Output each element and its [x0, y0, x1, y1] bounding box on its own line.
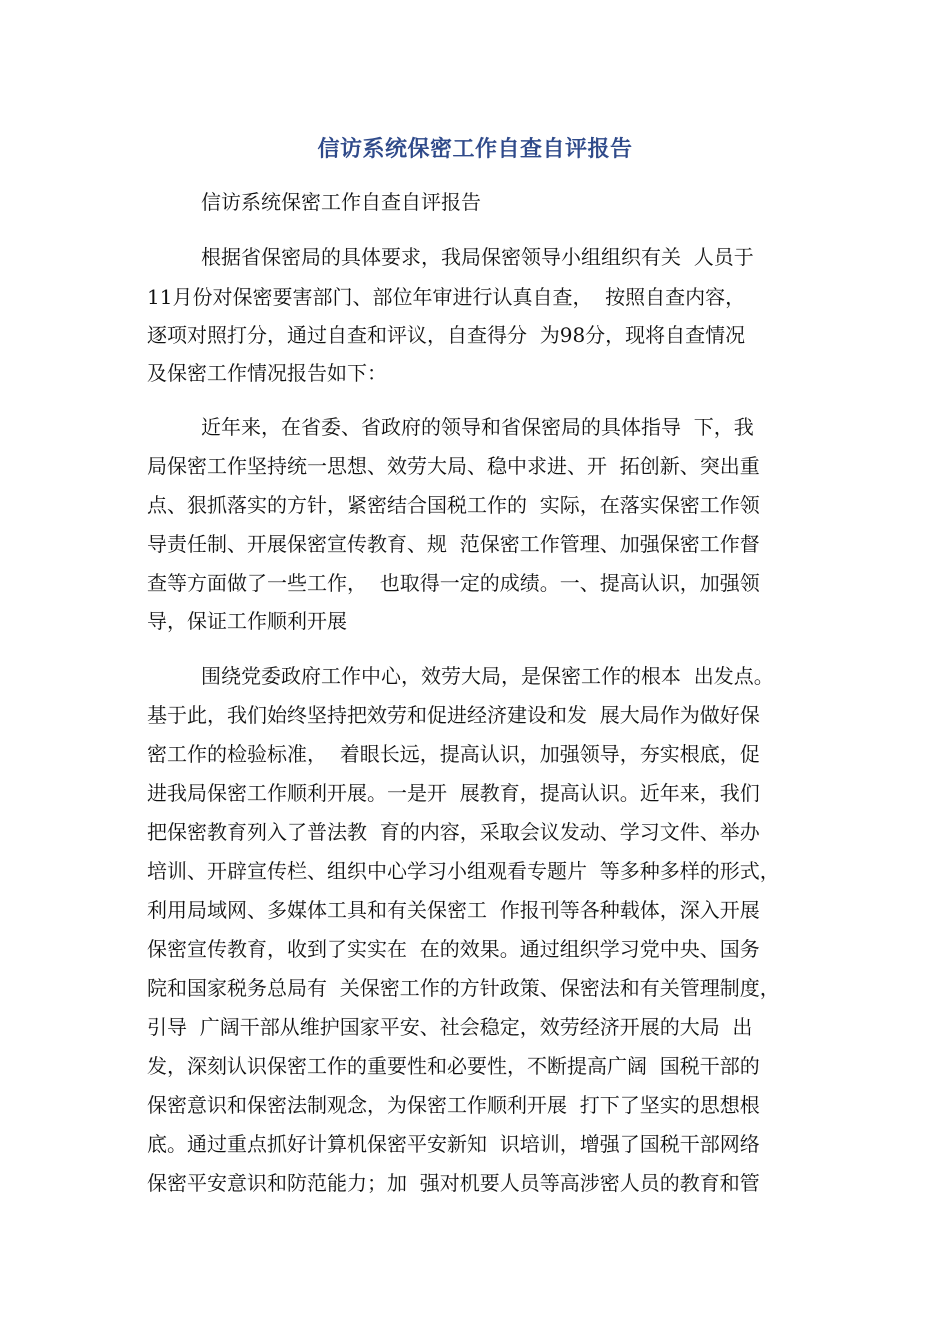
paragraph-3-line-13: 底。通过重点抓好计算机保密平安新知 识培训，增强了国税干部网络 [147, 1132, 760, 1156]
paragraph-2-line-5: 查等方面做了一些工作， 也取得一定的成绩。一、提高认识，加强领 [147, 571, 760, 595]
paragraph-3-line-11: 发，深刻认识保密工作的重要性和必要性，不断提高广阔 国税干部的 [147, 1054, 760, 1078]
paragraph-2-line-4: 导责任制、开展保密宣传教育、规 范保密工作管理、加强保密工作督 [147, 532, 760, 556]
paragraph-2-line-1: 近年来，在省委、省政府的领导和省保密局的具体指导 下，我 [201, 415, 754, 439]
paragraph-3-line-12: 保密意识和保密法制观念，为保密工作顺利开展 打下了坚实的思想根 [147, 1093, 760, 1117]
paragraph-3-line-7: 利用局域网、多媒体工具和有关保密工 作报刊等各种载体，深入开展 [147, 898, 760, 922]
paragraph-3-line-4: 进我局保密工作顺利开展。一是开 展教育，提高认识。近年来，我们 [147, 781, 760, 805]
paragraph-3-line-1: 围绕党委政府工作中心，效劳大局，是保密工作的根本 出发点。 [201, 664, 774, 688]
paragraph-2-line-6: 导，保证工作顺利开展 [147, 609, 347, 633]
paragraph-2-line-3: 点、狠抓落实的方针，紧密结合国税工作的 实际，在落实保密工作领 [147, 493, 760, 517]
paragraph-2-line-2: 局保密工作坚持统一思想、效劳大局、稳中求进、开 拓创新、突出重 [147, 454, 760, 478]
paragraph-3-line-10: 引导 广阔干部从维护国家平安、社会稳定，效劳经济开展的大局 出 [147, 1015, 753, 1039]
paragraph-3-line-9: 院和国家税务总局有 关保密工作的方针政策、保密法和有关管理制度， [147, 976, 780, 1000]
paragraph-3-line-14: 保密平安意识和防范能力；加 强对机要人员等高涉密人员的教育和管 [147, 1171, 760, 1195]
paragraph-3-line-6: 培训、开辟宣传栏、组织中心学习小组观看专题片 等多种多样的形式， [147, 859, 780, 883]
paragraph-3-line-5: 把保密教育列入了普法教 育的内容，采取会议发动、学习文件、举办 [147, 820, 760, 844]
paragraph-3-line-3: 密工作的检验标准， 着眼长远，提高认识，加强领导，夯实根底，促 [147, 742, 760, 766]
paragraph-1-line-1: 根据省保密局的具体要求，我局保密领导小组组织有关 人员于 [201, 245, 754, 269]
paragraph-3-line-8: 保密宣传教育，收到了实实在 在的效果。通过组织学习党中央、国务 [147, 937, 760, 961]
document-title: 信访系统保密工作自查自评报告 [317, 137, 633, 162]
document-subtitle: 信访系统保密工作自查自评报告 [201, 190, 481, 214]
paragraph-1-line-2: 11月份对保密要害部门、部位年审进行认真自查， 按照自查内容， [147, 285, 746, 309]
paragraph-1-line-3: 逐项对照打分，通过自查和评议，自查得分 为98分，现将自查情况 [147, 323, 746, 347]
paragraph-1-line-4: 及保密工作情况报告如下： [147, 361, 387, 385]
paragraph-3-line-2: 基于此，我们始终坚持把效劳和促进经济建设和发 展大局作为做好保 [147, 703, 760, 727]
